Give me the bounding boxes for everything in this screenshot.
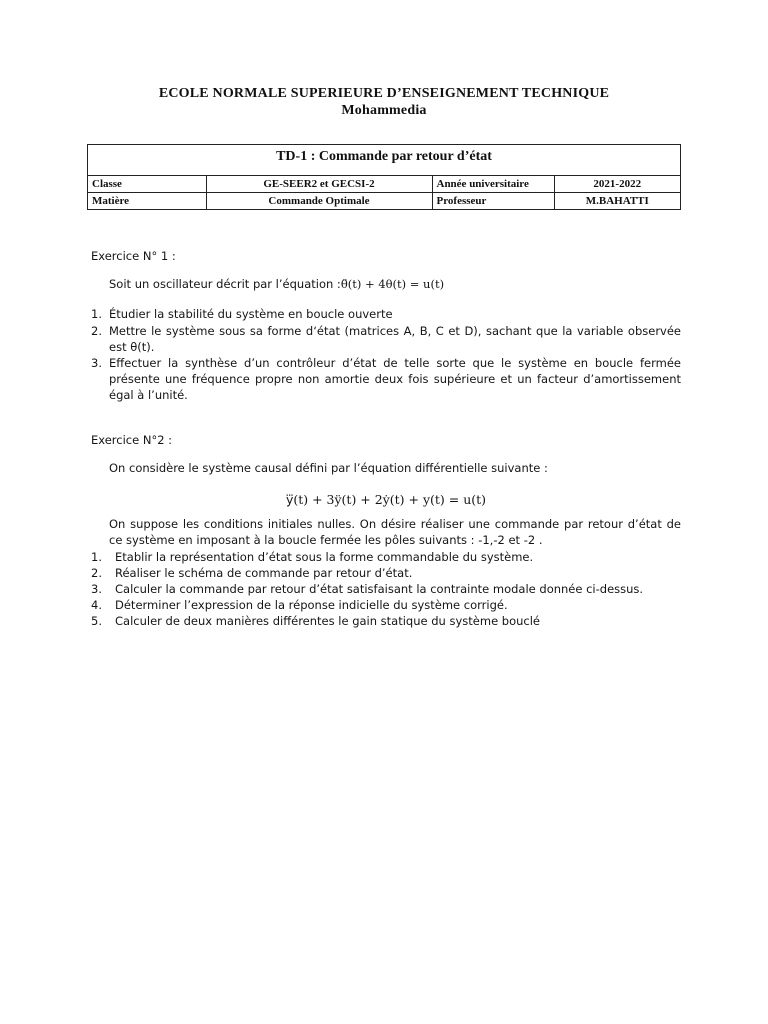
table-row <box>88 176 680 193</box>
list-item-text: Étudier la stabilité du système en boucle ouverte <box>109 307 393 322</box>
table-cell-value: 2021-2022 <box>593 177 642 190</box>
list-item <box>91 565 681 581</box>
list-item-number: 1. <box>91 549 102 564</box>
list-item <box>91 581 681 597</box>
list-item-number: 1. <box>91 307 102 322</box>
list-item <box>91 355 681 404</box>
table-cell-label: Matière <box>88 193 206 210</box>
list-item-number: 2. <box>91 323 102 338</box>
table-cell-value: M.BAHATTI <box>554 193 680 210</box>
list-item-text: Calculer la commande par retour d’état satisfaisant la contrainte modale donnée ci-dessus. <box>115 582 644 597</box>
exercise-content <box>91 248 681 630</box>
table-cell-label: Année universitaire <box>432 176 554 193</box>
list-item-number: 4. <box>91 598 102 613</box>
exercise-1-questions <box>91 306 681 403</box>
exercise-2-title: Exercice N°2 : <box>91 432 173 447</box>
list-item-number: 3. <box>91 582 102 597</box>
exercise-2-conditions: On suppose les conditions initiales nulles. On désire réaliser une commande par retour d’état de ce système en imposant à la boucle fermée les pôles suivants : -1,-2 et -2 . <box>109 517 681 548</box>
list-item <box>91 549 681 565</box>
list-item-text: Mettre le système sous sa forme d‘état (matrices A, B, C et D), sachant que la variable observée est θ(t). <box>109 323 681 354</box>
list-item <box>91 613 681 629</box>
td-info-box <box>87 144 681 210</box>
table-cell-value: GE-SEER2 et GECSI-2 <box>206 176 432 193</box>
school-city: Mohammedia <box>341 103 427 118</box>
table-cell-value: Commande Optimale <box>206 193 432 210</box>
exercise-1-intro <box>91 276 681 292</box>
exercise-2-intro: On considère le système causal défini par l’équation différentielle suivante : <box>109 460 548 475</box>
document-header <box>0 85 768 119</box>
list-item-text: Déterminer l’expression de la réponse indicielle du système corrigé. <box>115 598 508 613</box>
exercise-2-equation: y⃛(t) + 3ÿ(t) + 2ẏ(t) + y(t) = u(t) <box>285 492 487 508</box>
list-item-text: Effectuer la synthèse d’un contrôleur d’état de telle sorte que le système en boucle fermée présente une fréquence propre non amortie deux fois supérieure et un facteur d’amortissement égal à l’unité. <box>109 356 681 403</box>
list-item-number: 3. <box>91 356 102 371</box>
list-item-text: Calculer de deux manières différentes le gain statique du système bouclé <box>115 614 541 629</box>
list-item-number: 5. <box>91 614 102 629</box>
exercise-2-questions <box>91 549 681 630</box>
list-item-text: Réaliser le schéma de commande par retour d’état. <box>115 565 413 580</box>
exercise-1-intro-text: Soit un oscillateur décrit par l’équation : <box>109 277 341 292</box>
table-cell-label: Classe <box>88 176 206 193</box>
td-title: TD-1 : Commande par retour d’état <box>88 145 680 176</box>
table-row <box>88 193 680 210</box>
list-item <box>91 306 681 322</box>
td-info-table <box>88 176 680 209</box>
list-item <box>91 597 681 613</box>
list-item-number: 2. <box>91 565 102 580</box>
list-item <box>91 323 681 355</box>
exercise-1-title: Exercice N° 1 : <box>91 249 176 263</box>
school-name: ECOLE NORMALE SUPERIEURE D’ENSEIGNEMENT TECHNIQUE <box>158 86 610 101</box>
exercise-1-equation: θ̈(t) + 4θ(t) = u(t) <box>340 277 445 292</box>
list-item-text: Etablir la représentation d’état sous la forme commandable du système. <box>115 549 534 564</box>
table-cell-label: Professeur <box>432 193 554 210</box>
